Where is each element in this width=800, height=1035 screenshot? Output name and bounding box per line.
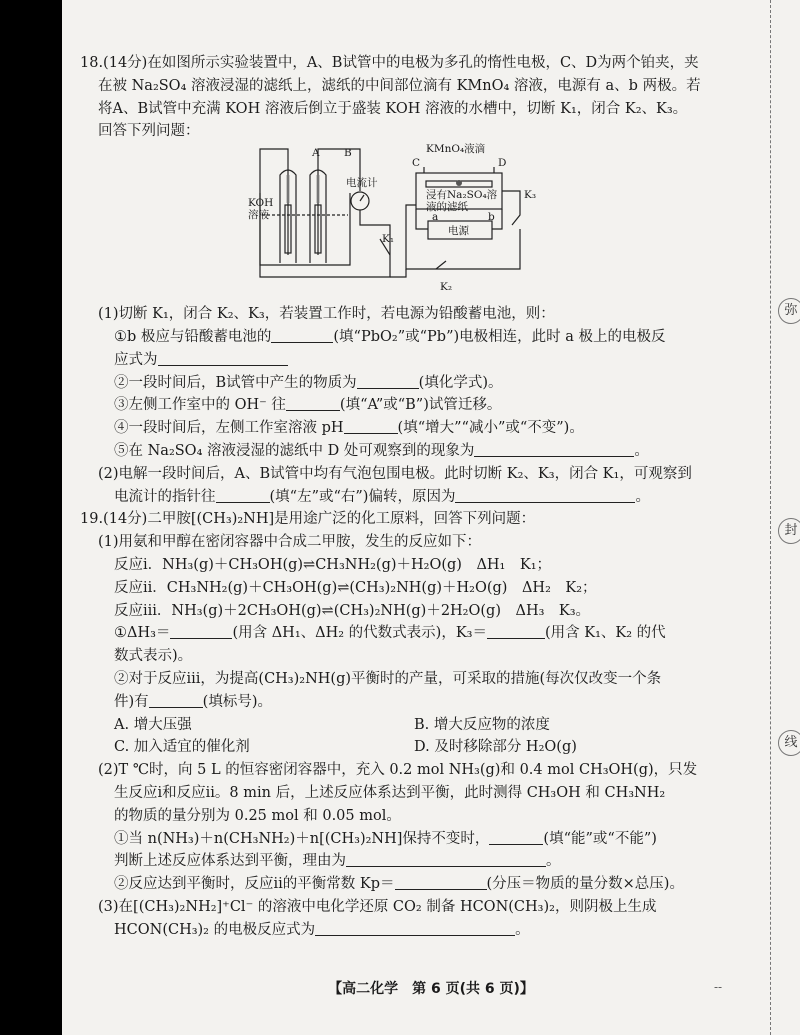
q19-1-2-text-b: 件)有 [114,693,149,710]
label-clip-c: C [412,157,421,170]
answer-blank[interactable] [487,623,545,639]
q18-part1-item3 [80,394,750,417]
exam-content [80,52,750,942]
label-paper-line2: 液的滤纸 [426,201,468,214]
q18-2-text-c: (填“左”或“右”)偏转，原因为 [269,488,456,505]
q19-part1-item2-cont [80,691,750,714]
electrolysis-apparatus-diagram [80,145,750,297]
label-k1: K₁ [382,233,395,246]
q19-part3: (3)在[(CH₃)₂NH₂]⁺Cl⁻ 的溶液中电化学还原 CO₂ 制备 HCON(CH₃)₂，则阴极上生成 [98,898,657,915]
q18-stem-line2: 在被 Na₂SO₄ 溶液浸湿的滤纸上，滤纸的中间部位滴有 KMnO₄ 溶液，电源有 a、b 两极。若 [98,77,701,94]
apparatus-drawing [240,145,580,295]
margin-seal-xian: 线 [778,730,800,756]
q19-reaction-1: 反应ⅰ．NH₃(g)＋CH₃OH(g)⇌CH₃NH₂(g)＋H₂O(g) ΔH₁ K₁； [114,556,552,573]
q18-1-2-text-a: ②一段时间后，B试管中产生的物质为 [114,374,357,391]
page-footer: 【高二化学 第 6 页(共 6 页)】 [328,981,534,997]
q19-2-1-text-d: 。 [546,853,561,870]
label-pole-b: b [488,211,495,224]
label-paper-line1: 浸有Na₂SO₄溶 [426,189,498,202]
label-k2: K₂ [440,281,453,294]
q19-part1-item1 [80,622,750,645]
q18-part1-item5 [80,440,750,463]
q19-stem: 19.(14分)二甲胺[(CH₃)₂NH]是用途广泛的化工原料，回答下列问题： [80,511,536,528]
label-kmno4-drop: KMnO₄液滴 [426,143,486,156]
q18-part2: (2)电解一段时间后，A、B试管中均有气泡包围电极。此时切断 K₂、K₃，闭合 K₁，可观察到 [98,465,692,482]
binding-line [770,0,771,1035]
label-pole-a: a [432,211,439,224]
q19-2-1-text-a: ①当 n(NH₃)＋n(CH₃NH₂)＋n[(CH₃)₂NH]保持不变时， [114,830,490,847]
answer-blank[interactable] [158,350,288,366]
q19-3-text-c: 。 [515,921,530,938]
answer-blank[interactable] [344,418,398,434]
q19-part2-item2 [80,873,750,896]
exam-page [62,0,800,1035]
q18-1-4-text-a: ④一段时间后，左侧工作室溶液 pH [114,420,344,437]
q18-1-5-text-b: 。 [634,442,649,459]
answer-blank[interactable] [489,829,543,845]
label-power-source: 电源 [448,225,469,238]
margin-seal-mi: 弥 [778,298,800,324]
answer-blank[interactable] [474,441,634,457]
q19-options-row1 [80,714,750,737]
option-a[interactable]: A. 增大压强 [114,716,192,733]
q18-1-1-text-b: (填“PbO₂”或“Pb”)电极相连，此时 a 极上的电极反 [333,328,666,345]
q18-1-1-text-c: 应式为 [114,351,158,368]
q19-1-1-text-b: (用含 ΔH₁、ΔH₂ 的代数式表示)，K₃＝ [232,625,487,642]
q18-part1-item4 [80,417,750,440]
q19-part2-line3: 的物质的量分别为 0.25 mol 和 0.05 mol。 [114,807,401,824]
label-tube-b: B [344,147,352,160]
option-b[interactable]: B. 增大反应物的浓度 [414,716,550,733]
q18-1-5-text-a: ⑤在 Na₂SO₄ 溶液浸湿的滤纸中 D 处可观察到的现象为 [114,442,475,459]
q19-1-2-text-c: (填标号)。 [202,693,272,710]
label-k3: K₃ [524,189,537,202]
q19-part2-item1-cont [80,850,750,873]
q19-options-row2 [80,736,750,759]
option-c[interactable]: C. 加入适宜的催化剂 [114,739,250,756]
answer-blank[interactable] [455,487,635,503]
q18-part1-item1-cont [80,349,750,372]
q18-stem-line1: 18.(14分)在如图所示实验装置中，A、B试管中的电极为多孔的惰性电极，C、D为两个铂夹，夹 [80,55,699,71]
label-tube-a: A [312,147,320,160]
q18-1-1-text-a: ①b 极应与铅酸蓄电池的 [114,328,272,345]
q19-reaction-2: 反应ⅱ．CH₃NH₂(g)＋CH₃OH(g)⇌(CH₃)₂NH(g)＋H₂O(g) ΔH₂ K₂； [114,579,597,596]
answer-blank[interactable] [346,851,546,867]
q18-part2-cont [80,486,750,509]
label-solution: 溶液 [248,209,269,222]
q18-2-text-d: 。 [635,488,650,505]
q19-reaction-3: 反应ⅲ．NH₃(g)＋2CH₃OH(g)⇌(CH₃)₂NH(g)＋2H₂O(g) ΔH₃ K₃。 [114,602,591,619]
label-clip-d: D [498,157,507,170]
footer-dash: -- [714,980,723,994]
label-koh: KOH [248,197,274,210]
q18-stem-line4: 回答下列问题： [98,123,200,140]
answer-blank[interactable] [149,692,203,708]
q18-1-2-text-b: (填化学式)。 [418,374,503,391]
q19-2-1-text-b: (填“能”或“不能”) [543,830,657,847]
label-ammeter: 电流计 [346,177,378,190]
q19-part3-cont [80,919,750,942]
q18-part1-intro: (1)切断 K₁，闭合 K₂、K₃，若装置工作时，若电源为铅酸蓄电池，则： [98,306,555,323]
option-d[interactable]: D. 及时移除部分 H₂O(g) [414,739,577,756]
q19-part2-line2: 生反应ⅰ和反应ⅱ。8 min 后，上述反应体系达到平衡，此时测得 CH₃OH 和 CH₃NH₂ [114,784,666,801]
answer-blank[interactable] [357,373,419,389]
q18-part1-item2 [80,372,750,395]
q18-1-4-text-b: (填“增大”“减小”或“不变”)。 [397,420,584,437]
q19-part2-item1 [80,828,750,851]
q18-1-3-text-a: ③左侧工作室中的 OH⁻ 往 [114,397,286,414]
q19-part1-intro: (1)用氨和甲醇在密闭容器中合成二甲胺，发生的反应如下： [98,534,482,551]
q19-2-1-text-c: 判断上述反应体系达到平衡，理由为 [114,853,346,870]
q19-part1-item1-cont: 数式表示)。 [114,648,193,665]
q19-part2-line1: (2)T ℃时，向 5 L 的恒容密闭容器中，充入 0.2 mol NH₃(g)和 0.4 mol CH₃OH(g)，只发 [98,762,698,779]
q19-1-1-text-c: (用含 K₁、K₂ 的代 [544,625,666,642]
q18-1-3-text-b: (填“A”或“B”)试管迁移。 [339,397,502,414]
answer-blank[interactable] [170,623,232,639]
answer-blank[interactable] [315,920,515,936]
q19-2-2-text-b: (分压＝物质的量分数×总压)。 [486,876,684,893]
answer-blank[interactable] [395,874,487,890]
q18-stem-line3: 将A、B试管中充满 KOH 溶液后倒立于盛装 KOH 溶液的水槽中，切断 K₁，闭合 K₂、K₃。 [98,100,688,117]
q18-part1-item1 [80,326,750,349]
answer-blank[interactable] [286,395,340,411]
q19-3-text-b: HCON(CH₃)₂ 的电极反应式为 [114,921,316,938]
margin-seal-feng: 封 [778,518,800,544]
q19-part1-item2: ②对于反应ⅲ，为提高(CH₃)₂NH(g)平衡时的产量，可采取的措施(每次仅改变一个条 [114,670,662,687]
q19-1-1-text-a: ①ΔH₃＝ [114,625,171,642]
answer-blank[interactable] [271,327,333,343]
answer-blank[interactable] [216,487,270,503]
q18-2-text-b: 电流计的指针往 [114,488,216,505]
q19-2-2-text-a: ②反应达到平衡时，反应ⅱ的平衡常数 Kp＝ [114,876,395,893]
